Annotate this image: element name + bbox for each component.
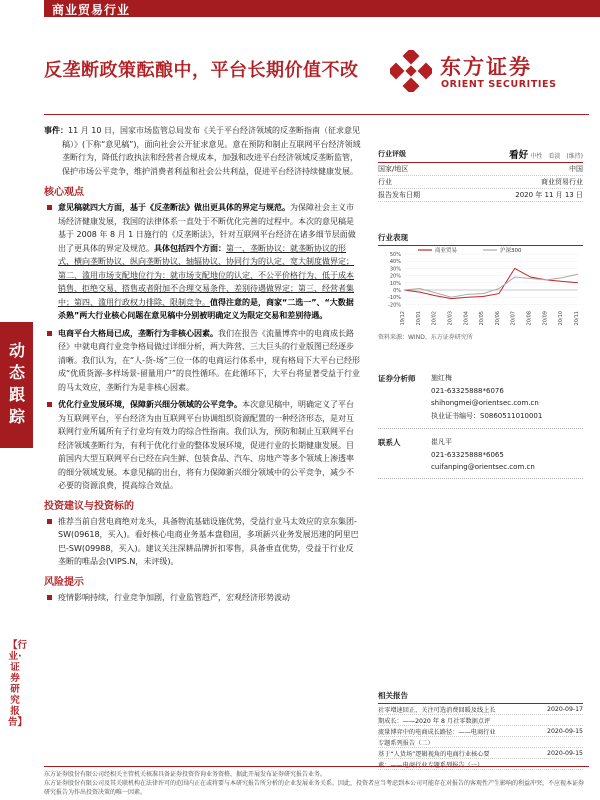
info-value: 中国 (569, 165, 583, 173)
event-label: 事件： (44, 126, 68, 135)
chart-ytick-label: 20% (389, 273, 401, 280)
info-key: 行业 (378, 178, 392, 186)
core-b1-d: 第三、经营者集中；第四、滥用行政权力排除、限制竞争。 (58, 284, 354, 307)
analyst-license: 执业证书编号：S0860511010001 (431, 411, 543, 420)
industry-performance-chart (378, 244, 583, 329)
risk-heading: 风险提示 (44, 576, 84, 588)
disclaimer-footer (44, 766, 589, 797)
core-b2-head: 电商平台大格局已成，垄断行为非核心因素。 (58, 328, 218, 338)
info-row (378, 163, 583, 176)
chart-ytick-label: -10% (388, 295, 401, 302)
logo-cn: 东方证券 (440, 55, 532, 79)
analyst-role: 证券分析师 (378, 373, 416, 383)
related-date: 2020-09-15 (547, 727, 583, 735)
chart-yticks (388, 252, 401, 308)
related-date: 2020-09-15 (547, 749, 583, 757)
rating-value: 看好 (509, 150, 529, 161)
disclaimer-line-2: 东方证券股份有限公司及其关联机构在法律许可的范围内正在或将要与本研究报告所分析的企业发展业务关系。因此，投资者应当考虑到本公司可能存在对报告的客观性产生影响的利益冲突，不应视本证券研究报告为作出投资决策的唯一因素。 (44, 780, 585, 796)
rating-sub: 中性 看淡 (维持) (530, 153, 583, 160)
chart-ytick-label: 50% (389, 252, 401, 258)
chart-xtick-label: 20/03 (447, 311, 454, 326)
core-b1-a: 为保障社会主义市场经济健康发展，我国的法律体系一直处于不断优化完善的过程中。本次的意见稿是基于 2008 年 8 月 1 日施行的《反垄断法》，针对互联网平台经济在诸多细节层面做出了更具体的界定及规范。 (58, 203, 356, 253)
info-row (378, 189, 583, 202)
event-text: 11 月 10 日，国家市场监管总局发布《关于平台经济领域的反垄断指南（征求意见稿）》(下称“意见稿”)，面向社会公开征求意见。意在预防和制止互联网平台经济领域垄断行为，降低行政执法和经营者合规成本，加强和改进平台经济领域反垄断监管，保护市场公平竞争，维护消费者利益和社会公共利益，促进平台经济持续健康发展。 (62, 126, 361, 176)
chart-legend-label: 沪深300 (500, 248, 522, 254)
analyst-1 (378, 372, 588, 422)
chart-xtick-label: 20/04 (463, 311, 470, 326)
analyst-row (378, 461, 588, 474)
related-row[interactable] (378, 737, 583, 748)
rating-values (509, 147, 583, 161)
related-row[interactable] (378, 704, 583, 715)
related-title-text: 素：——电商行业专题系列报告（一） (378, 761, 484, 769)
info-row (378, 176, 583, 189)
analyst-email[interactable]: shihongmei@orientsec.com.cn (431, 399, 539, 408)
contact-email[interactable]: cuifanping@orientsec.com.cn (431, 463, 535, 472)
core-b1-c: 第一、垄断协议：就垄断协议的形式、横向垄断协议、纵向垄断协议、轴辐协议、协同行为的认定、宽大制度做界定；第二、滥用市场支配地位行为：就市场支配地位的认定、不公平价格行为、低于成本销售、拒绝交易、搭售或者附加不合理交易条件、差别待遇做界定； (58, 243, 354, 293)
analyst-row (378, 397, 588, 410)
chart-ytick-label: 10% (389, 280, 401, 287)
rating-label: 行业评级 (378, 150, 406, 158)
core-b3-head: 优化行业发展环境，保障新兴细分领域的公平竞争。 (58, 400, 242, 409)
invest-heading: 投资建议与投资标的 (44, 500, 134, 512)
chart-xtick-label: 20/08 (526, 311, 533, 326)
chart-xtick-label: 20/10 (558, 311, 565, 326)
chart-series-line-1 (404, 274, 578, 297)
core-b1-head: 意见稿就四大方面，基于《反垄断法》做出更具体的界定与规范。 (58, 203, 290, 212)
chart-xtick-label: 20/05 (479, 311, 486, 326)
chart-xtick-label: 20/07 (510, 311, 517, 326)
info-value: 2020 年 11 月 13 日 (515, 191, 583, 199)
core-b3-a: 本次意见稿中，明确定义了平台为互联网平台，平台经济为由互联网平台协调组织资源配置的一种经济形态，是对互联网行业所属所有子行业均有效力的综合性指南。我们认为，预防和制止互联网平台经济领域垄断行为，有利于优化行业的整体发展环境，促进行业的长期健康发展。目前国内大型互联网平台已经在向生鲜、包装食品、汽车、房地产等多个领域上渗透率的细分领域发展。本意见稿的出台，将有力保障新兴细分领域中的公平竞争，减少不必要的资源浪费，提高综合效益。 (58, 400, 354, 490)
contact-name: 崔凡平 (431, 438, 452, 447)
related-title-text: 基于“人货场”逻辑视角的电商行业核心要 (378, 750, 490, 758)
analyst-row (378, 385, 588, 398)
related-row[interactable] (378, 748, 583, 759)
analyst-divider (378, 478, 583, 479)
industry-label: 商业贸易行业 (52, 3, 131, 17)
chart-ytick-label: -20% (388, 302, 401, 309)
core-bullet-2 (44, 327, 361, 395)
chart-ytick-label: 30% (389, 266, 401, 273)
disclaimer-line-1: 东方证券股份有限公司经相关主管机关核准具备证券投资咨询业务资格，据此开展发布证券研究报告业务。 (44, 771, 327, 778)
chart-xtick-label: 20/09 (542, 311, 549, 326)
chart-xtick-label: 20/01 (415, 311, 422, 326)
analyst-row (378, 372, 588, 385)
contact-phone: 021-63325888*6065 (431, 450, 504, 459)
chart-xtick-label: 20/11 (574, 311, 580, 326)
related-date: 2020-09-17 (547, 705, 583, 713)
related-title-text: 期成长：——2020 年 8 月社零数据点评 (378, 717, 491, 725)
related-row[interactable] (378, 726, 583, 737)
risk-bullet: 疫情影响持续，行业竞争加剧，行业监管趋严，宏观经济形势波动 (44, 591, 361, 605)
related-reports (378, 704, 583, 770)
related-row[interactable] (378, 715, 583, 726)
title-divider (44, 114, 589, 115)
header-band (44, 0, 600, 17)
analyst-2 (378, 436, 588, 474)
perf-title: 行业表现 (378, 232, 583, 246)
main-column (44, 124, 361, 608)
core-bullet-1 (44, 201, 361, 323)
core-b2-a: 我们在报告《流量博弈中的电商成长路径》中就电商行业竞争格局做过详细分析，两大阵营、三大巨头的行业版图已经逐步清晰。我们认为，在“人-货-场”三位一体的电商运行体系中，现有格局下大平台已经形成“优质货源-多样场景-留量用户”的良性循环。在此循环下，大平台将显著受益于行业的马太效应，垄断行为是非核心因素。 (58, 328, 361, 392)
event-paragraph (44, 124, 361, 178)
rating-table (378, 146, 583, 202)
chart-xtick-label: 20/06 (494, 311, 501, 326)
logo-en: ORIENT SECURITIES (441, 79, 557, 90)
chart-xtick-label: 19/12 (400, 311, 406, 326)
chart-series-line-0 (404, 268, 578, 298)
chart-ytick-label: 40% (389, 259, 401, 266)
chart-xtick-label: 20/02 (431, 311, 438, 326)
related-title-text: 流量博弈中的电商成长路径：——电商行业 (378, 728, 496, 736)
orient-logo-icon (390, 50, 432, 92)
chart-legend-label: 商业贸易 (435, 248, 458, 254)
core-b1-b: 具体包括四个方面： (154, 243, 226, 253)
chart-series (404, 268, 578, 298)
chart-ytick-label: 0% (393, 288, 401, 294)
related-title: 相关报告 (378, 690, 583, 704)
related-title-text: 社零增速回正，关注可选消费回暖及线上长 (378, 706, 496, 714)
core-heading: 核心观点 (44, 187, 84, 198)
side-tag: 【行业·证券研究报告】 (8, 640, 28, 728)
invest-bullet: 推荐当前自营电商绝对龙头，具备物流基础设施优势，受益行业马太效应的京东集团-SW(09618，买入)。看好核心电商业务基本盘稳固，多项新兴业务发展迅速的阿里巴巴-SW(09988，买入)。建议关注深耕品牌折扣零售，具备垂直优势，受益于行业反垄断的唯品会(VIPS.N，未评级)。 (44, 515, 361, 569)
info-key: 国家/地区 (378, 165, 409, 173)
rating-row (378, 146, 583, 163)
chart-legend (418, 246, 522, 254)
analyst-row (378, 449, 588, 462)
analyst-row (378, 410, 588, 423)
core-bullet-3 (44, 398, 361, 493)
chart-source: 资料来源：WIND、东方证券研究所 (378, 334, 473, 341)
analyst-name: 施红梅 (431, 374, 452, 383)
related-title-text: 专题系列报告（二） (378, 739, 434, 747)
info-key: 报告发布日期 (378, 191, 420, 199)
analyst-phone: 021-63325888*6076 (431, 386, 504, 395)
brand-logo (390, 50, 565, 95)
chart-xticks (400, 311, 580, 325)
side-label: 动态跟踪 (8, 341, 25, 426)
contact-role: 联系人 (378, 437, 401, 447)
report-title: 反垄断政策酝酿中，平台长期价值不改 (44, 60, 359, 81)
analyst-divider (378, 428, 583, 429)
analyst-row (378, 436, 588, 449)
info-value: 商业贸易行业 (541, 178, 583, 186)
core-b1-e: 值得注意的是，商家“二选一”、“大数据杀熟”两大行业核心问题在意见稿中分别被明确定义为限定交易和差别待遇。 (58, 297, 354, 320)
